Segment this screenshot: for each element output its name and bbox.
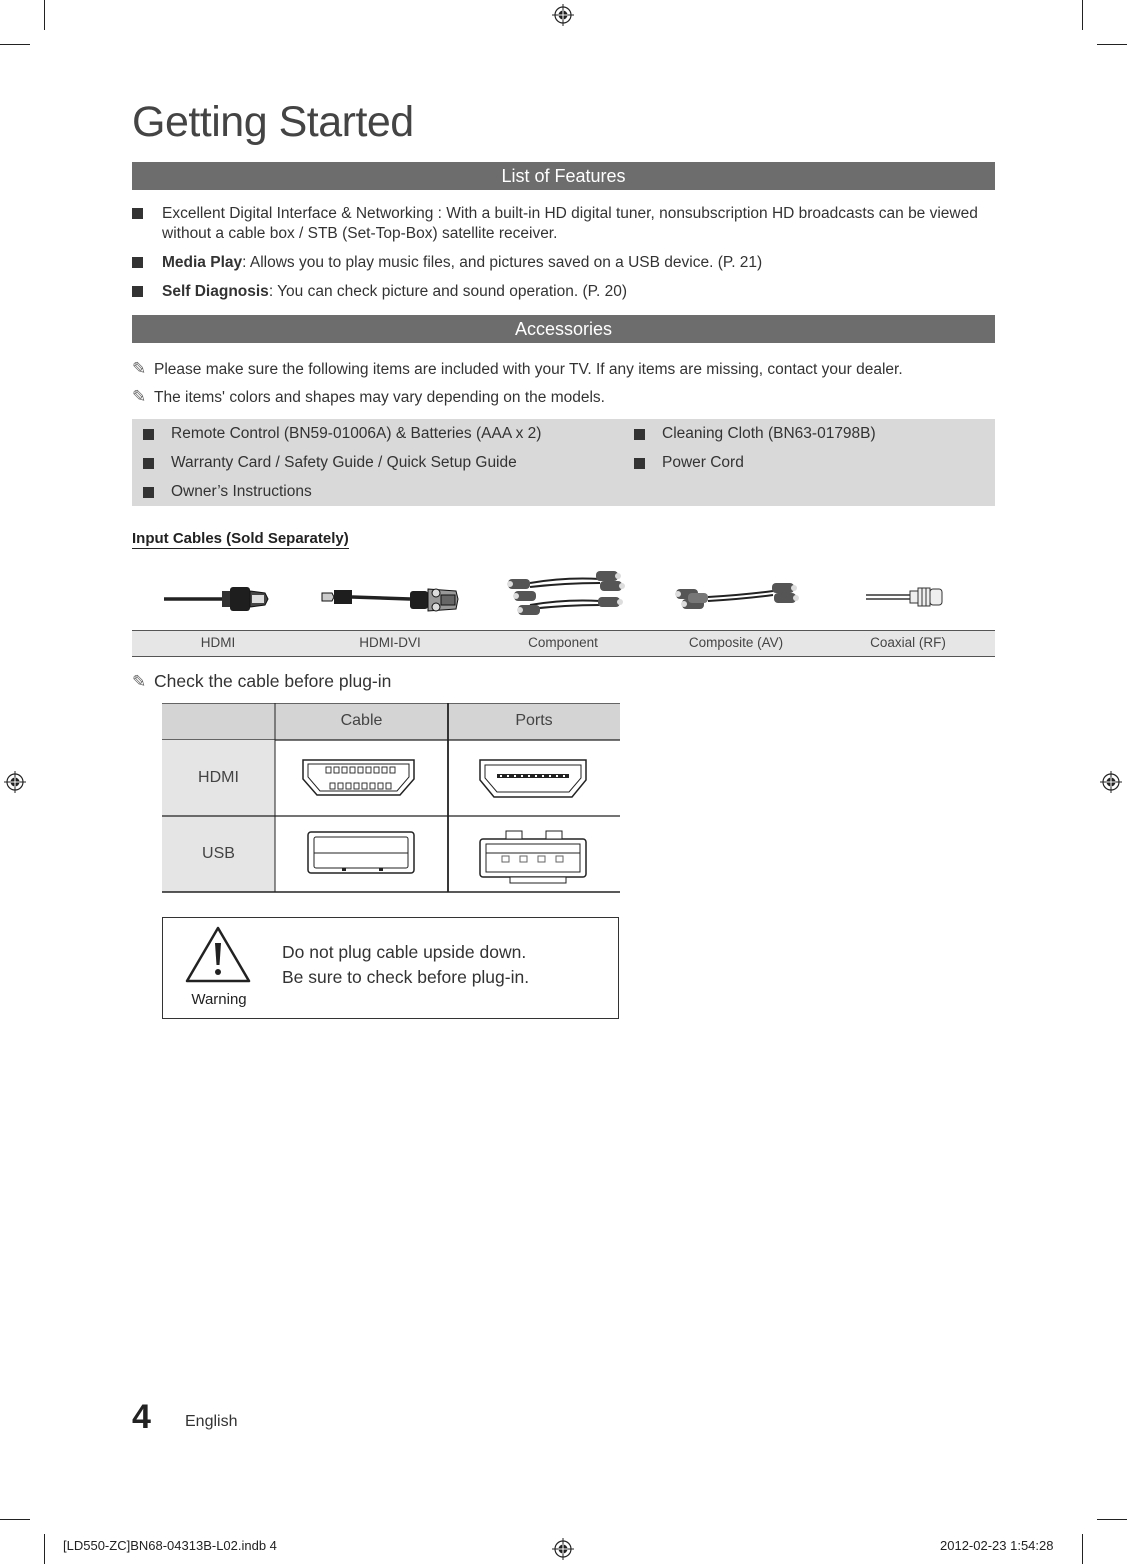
registration-mark-icon (552, 4, 574, 26)
pencil-note-icon: ✎ (132, 672, 147, 691)
feature-item (132, 204, 995, 246)
registration-mark-icon (1100, 771, 1122, 793)
hdmi-dvi-cable-icon (318, 565, 468, 625)
note-text: Please make sure the following items are included with your TV. If any items are missing, contact your dealer. (154, 361, 903, 378)
warning-line: Be sure to check before plug-in. (282, 967, 530, 987)
warning-triangle-icon (184, 925, 252, 985)
bullet-square-icon (132, 208, 143, 219)
feature-item (132, 282, 995, 302)
crop-mark (0, 44, 30, 45)
feature-bold-label: Media Play (162, 254, 243, 271)
table-row-label: USB (202, 845, 235, 862)
bullet-square-icon (634, 458, 645, 469)
page-title: Getting Started (132, 98, 414, 146)
cable-label: HDMI (200, 635, 236, 650)
cable-label: Composite (AV) (688, 635, 784, 650)
check-cable-table (162, 703, 620, 893)
print-slug-date: 2012-02-23 1:54:28 (940, 1538, 1054, 1553)
input-cables-heading: Input Cables (Sold Separately) (132, 530, 349, 547)
crop-mark (1082, 1534, 1083, 1564)
warning-line: Do not plug cable upside down. (282, 942, 527, 962)
crop-mark (1082, 0, 1083, 30)
cable-label: Coaxial (RF) (870, 635, 946, 650)
cable-label: HDMI-DVI (359, 635, 421, 650)
table-header-ports: Ports (515, 712, 553, 729)
feature-text: Excellent Digital Interface & Networking : With a built-in HD digital tuner, nonsubscription HD broadcasts can be viewed without a cable box / STB (Set-Top-Box) satellite receiver. (162, 205, 978, 242)
accessory-label: Cleaning Cloth (BN63-01798B) (662, 425, 876, 442)
crop-mark (1097, 44, 1127, 45)
accessory-label: Remote Control (BN59-01006A) & Batteries (AAA x 2) (171, 425, 542, 442)
accessory-label: Power Cord (662, 454, 744, 471)
registration-mark-icon (4, 771, 26, 793)
feature-bold-label: Self Diagnosis (162, 283, 269, 300)
bullet-square-icon (143, 429, 154, 440)
page-language: English (185, 1413, 238, 1430)
feature-text-wrap (162, 282, 995, 302)
cable-label: Component (528, 635, 598, 650)
table-row-label: HDMI (198, 769, 239, 786)
coaxial-cable-icon (862, 565, 952, 625)
bullet-square-icon (132, 286, 143, 297)
hdmi-cable-icon (160, 565, 275, 625)
warning-label: Warning (191, 991, 247, 1008)
feature-text-wrap (162, 253, 995, 273)
accessories-list (132, 419, 995, 506)
crop-mark (1097, 1519, 1127, 1520)
bullet-square-icon (143, 487, 154, 498)
feature-text: : You can check picture and sound operation. (P. 20) (268, 283, 628, 300)
pencil-note-icon: ✎ (132, 387, 147, 406)
accessory-label: Owner’s Instructions (171, 483, 312, 500)
feature-item (132, 253, 995, 273)
accessory-note (132, 387, 605, 407)
cable-labels-strip (132, 630, 995, 657)
feature-text: : Allows you to play music files, and pictures saved on a USB device. (P. 21) (242, 254, 763, 271)
crop-mark (44, 1534, 45, 1564)
features-heading: List of Features (132, 162, 995, 190)
warning-box (162, 917, 619, 1019)
registration-mark-icon (552, 1538, 574, 1560)
bullet-square-icon (634, 429, 645, 440)
check-note (132, 671, 391, 692)
table-header-cable: Cable (340, 712, 383, 729)
print-slug-file: [LD550-ZC]BN68-04313B-L02.indb 4 (63, 1538, 277, 1553)
bullet-square-icon (132, 257, 143, 268)
accessory-label: Warranty Card / Safety Guide / Quick Setup Guide (171, 454, 517, 471)
composite-cable-icon (668, 565, 808, 625)
crop-mark (0, 1519, 30, 1520)
page-number: 4 (132, 1398, 151, 1436)
component-cable-icon (500, 565, 635, 625)
bullet-square-icon (143, 458, 154, 469)
accessories-heading: Accessories (132, 315, 995, 343)
crop-mark (44, 0, 45, 30)
accessory-note (132, 359, 903, 379)
note-text: The items' colors and shapes may vary depending on the models. (154, 389, 605, 406)
note-text: Check the cable before plug-in (154, 671, 392, 691)
pencil-note-icon: ✎ (132, 359, 147, 378)
